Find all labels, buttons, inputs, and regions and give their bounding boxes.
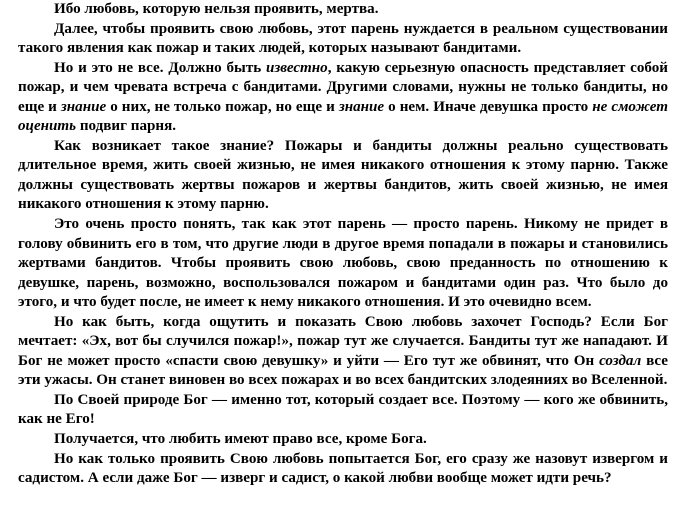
emphasized-text: создал [599,352,642,369]
paragraph [18,59,668,137]
paragraph [18,313,668,391]
document-page [18,0,668,489]
text-run: Но как быть, когда ощутить и показать Свою любовь захочет Господь? Если Бог мечтает: «Эх, вот бы случился пожар!», пожар тут же случается. Бандиты тут же нападают. И Бог не может просто «спасти свою девушку» и уйти — Его тут же обвинят, что Он [18,313,668,369]
paragraph [18,0,668,20]
text-run: Но как только проявить Свою любовь попытается Бог, его сразу же назовут извергом и садистом. А если даже Бог — изверг и садист, о какой любви вообще может идти речь? [18,450,668,487]
text-run: Получается, что любить имеют право все, кроме Бога. [54,431,427,448]
paragraph [18,20,668,59]
text-run: подвиг парня. [76,118,177,135]
text-run: Но и это не все. Должно быть [54,59,267,76]
paragraph [18,391,668,430]
text-run: По Своей природе Бог — именно тот, который создает все. Поэтому — кого же обвинить, как не Его! [18,391,668,428]
paragraph [18,430,668,450]
paragraph [18,450,668,489]
emphasized-text: известно [266,59,328,76]
paragraph [18,137,668,215]
text-run: о них, не только пожар, но еще и [106,98,339,115]
emphasized-text: не сможет оценить [18,98,668,135]
text-run: Ибо любовь, которую нельзя проявить, мертва. [54,1,379,17]
text-run: Это очень просто понять, так как этот парень — просто парень. Никому не придет в голову обвинить его в том, что другие люди в другое время попадали в пожары и становились жертвами бандитов. Чтобы проявить свою любовь, свою преданность по отношению к девушке, парень, возможно, воспользовался пожаром и бандитами один раз. Что было до этого, и что будет после, не имеет к нему никакого отношения. И это очевидно всем. [18,216,668,311]
text-run: все эти ужасы. Он станет виновен во всех пожарах и во всех бандитских злодеяниях во Вселенной. [18,352,668,389]
emphasized-text: знание [60,98,107,115]
paragraph [18,215,668,313]
text-run: о нем. Иначе девушка просто [384,98,593,115]
text-run: Как возникает такое знание? Пожары и бандиты должны реально существовать длительное время, жить своей жизнью, не имея никакого отношения к этому парню. Также должны существовать жертвы пожаров и жертвы бандитов, жить своей жизнью, не имея никакого отношения к этому парню. [18,137,668,213]
text-run: , какую серьезную опасность представляет собой пожар, и чем чревата встреча с бандитами. Другими словами, нужны не только бандиты, но еще и [18,59,668,115]
emphasized-text: знание [338,98,385,115]
text-run: Далее, чтобы проявить свою любовь, этот парень нуждается в реальном существовании такого явления как пожар и таких людей, которых называют бандитами. [18,20,668,57]
